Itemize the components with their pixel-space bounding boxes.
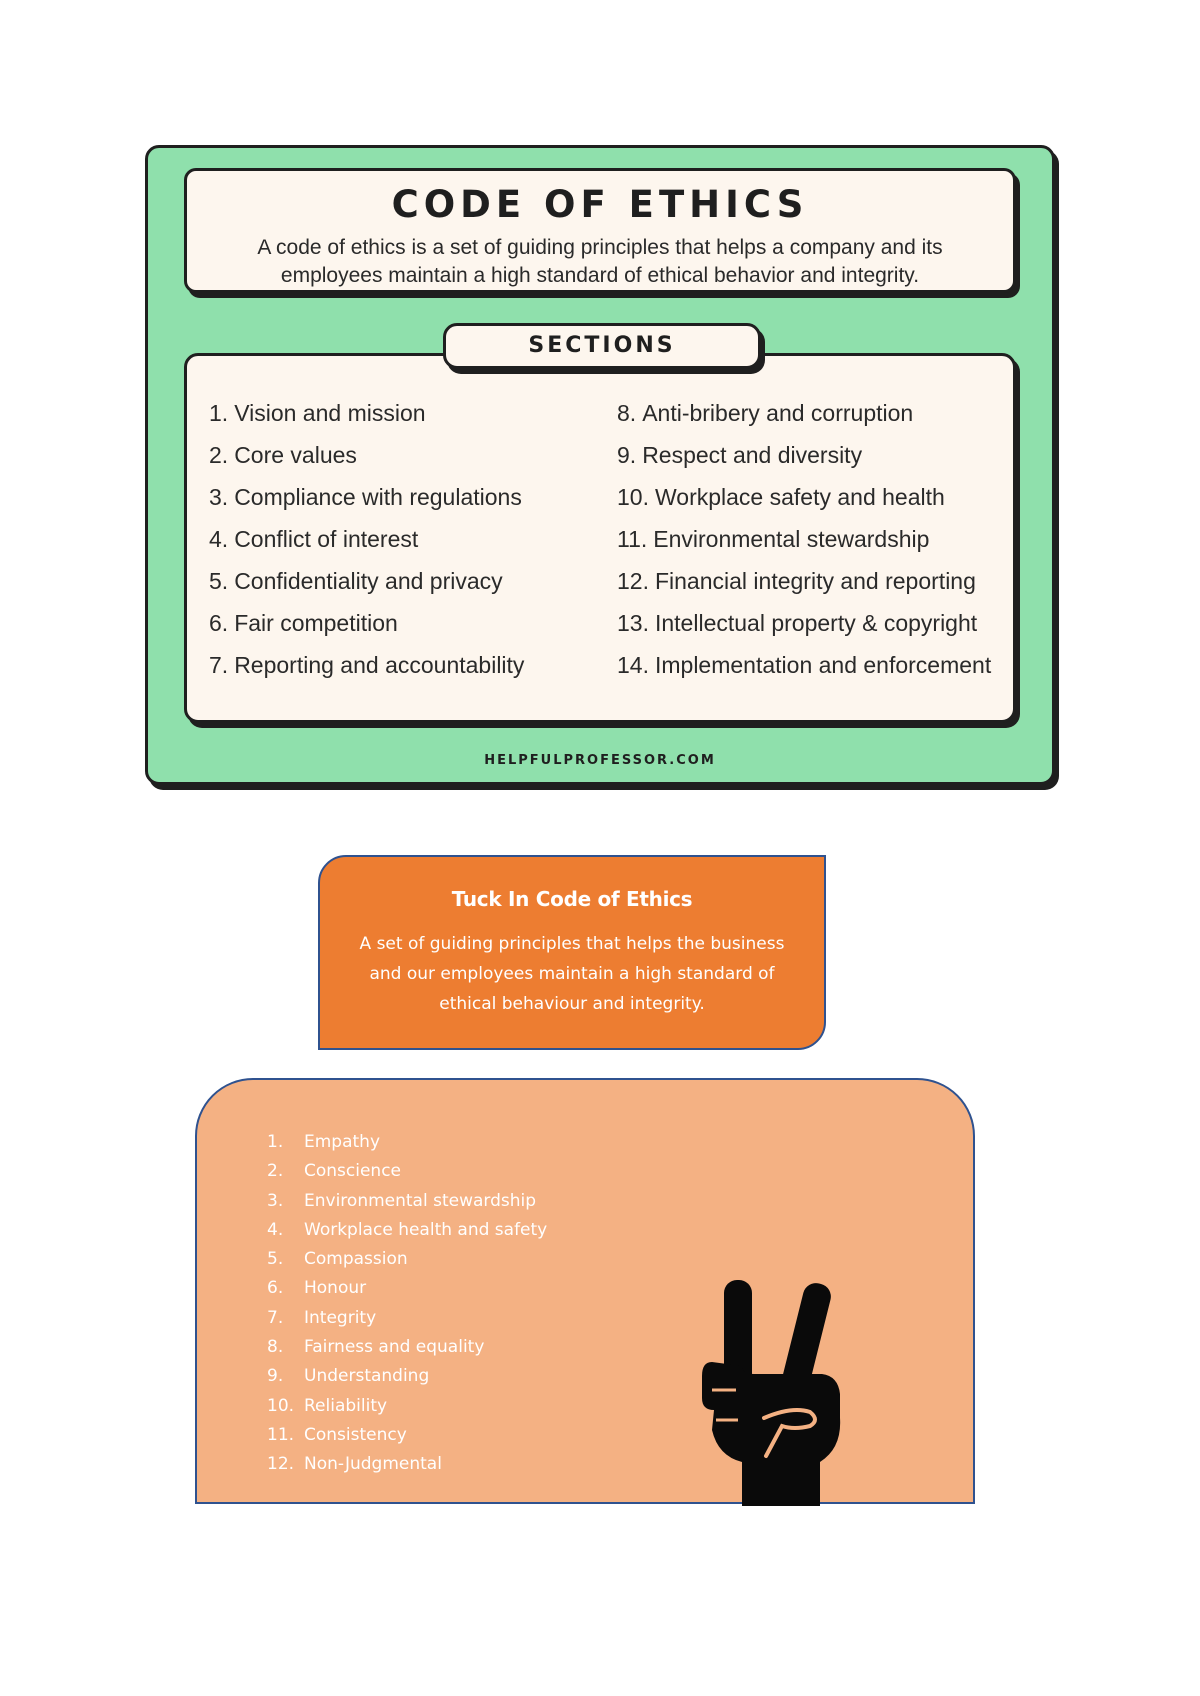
tuck-in-title: Tuck In Code of Ethics <box>451 887 693 911</box>
value-item: 5. Compassion <box>267 1249 408 1270</box>
value-item: 8. Fairness and equality <box>267 1337 485 1358</box>
tuck-in-summary-box <box>318 855 826 1050</box>
value-item: 9. Understanding <box>267 1366 430 1387</box>
value-item: 6. Honour <box>267 1278 367 1299</box>
tuck-in-description: A set of guiding principles that helps the business and our employees maintain a high standard of ethical behaviour and integrity. <box>359 934 785 1014</box>
section-item: 9. Respect and diversity <box>617 442 863 468</box>
peace-hand-icon <box>702 1280 842 1506</box>
section-item: 13. Intellectual property & copyright <box>617 610 978 636</box>
infographic-title: CODE OF ETHICS <box>391 183 809 226</box>
title-panel <box>184 168 1016 293</box>
section-item: 11. Environmental stewardship <box>617 526 930 552</box>
source-credit: HELPFULPROFESSOR.COM <box>484 753 716 768</box>
value-item: 10. Reliability <box>267 1395 388 1416</box>
values-list <box>267 1128 547 1480</box>
section-item: 5. Confidentiality and privacy <box>209 568 503 594</box>
value-item: 12. Non-Judgmental <box>267 1454 442 1475</box>
section-item: 8. Anti-bribery and corruption <box>617 400 914 426</box>
sections-heading: SECTIONS <box>443 323 761 369</box>
code-of-ethics-infographic <box>145 145 1055 785</box>
section-item: 6. Fair competition <box>209 610 398 636</box>
section-item: 3. Compliance with regulations <box>209 484 522 510</box>
section-item: 2. Core values <box>209 442 357 468</box>
sections-list-right <box>617 392 991 686</box>
value-item: 1. Empathy <box>267 1132 381 1152</box>
values-box <box>195 1078 975 1504</box>
infographic-description: A code of ethics is a set of guiding principles that helps a company and its employees maintain a high standard of ethical behavior and integrity. <box>257 236 943 287</box>
section-item: 10. Workplace safety and health <box>617 484 945 510</box>
value-item: 3. Environmental stewardship <box>267 1190 537 1211</box>
value-item: 11. Consistency <box>267 1424 407 1445</box>
section-item: 14. Implementation and enforcement <box>617 652 992 678</box>
sections-list-left <box>209 392 524 686</box>
section-item: 4. Conflict of interest <box>209 526 419 552</box>
value-item: 4. Workplace health and safety <box>267 1219 548 1240</box>
sections-panel <box>184 353 1016 723</box>
value-item: 7. Integrity <box>267 1307 377 1328</box>
section-item: 12. Financial integrity and reporting <box>617 568 976 594</box>
value-item: 2. Conscience <box>267 1161 402 1182</box>
section-item: 7. Reporting and accountability <box>209 652 525 678</box>
section-item: 1. Vision and mission <box>209 400 426 426</box>
